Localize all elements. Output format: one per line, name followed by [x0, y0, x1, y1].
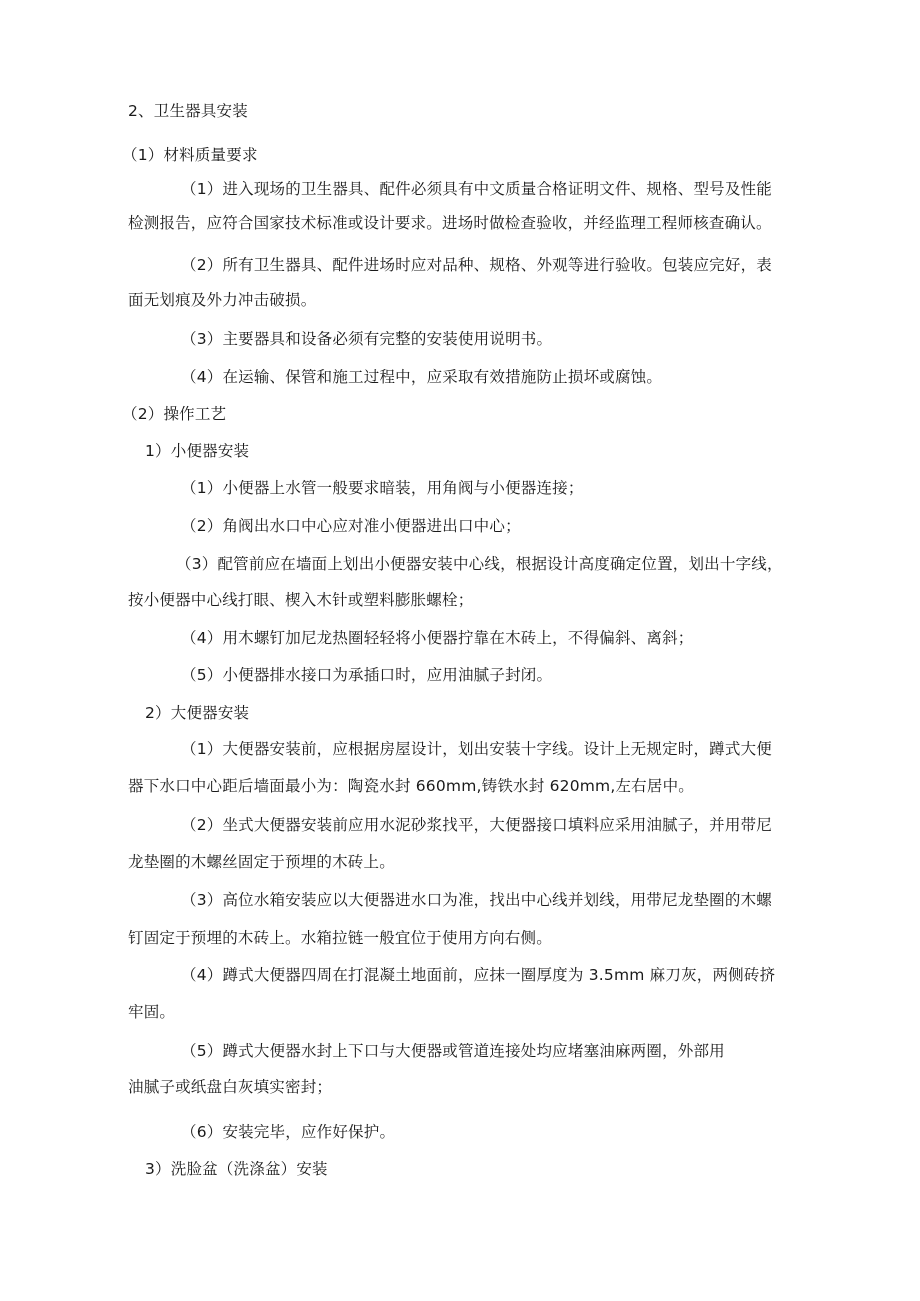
toilet-heading: 2）大便器安装	[145, 704, 250, 722]
toilet-item-3-line1: （3）高位水箱安装应以大便器进水口为准，找出中心线并划线，用带尼龙垫圈的木螺	[181, 891, 772, 909]
toilet-item-3-line2: 钉固定于预埋的木砖上。水箱拉链一般宜位于使用方向右侧。	[128, 929, 552, 947]
toilet-item-4-line1: （4）蹲式大便器四周在打混凝土地面前，应抹一圈厚度为 3.5mm 麻刀灰，两侧砖挤	[181, 966, 776, 984]
urinal-heading: 1）小便器安装	[145, 442, 250, 460]
material-heading: （1）材料质量要求	[122, 146, 258, 164]
material-item-4-line1: （4）在运输、保管和施工过程中，应采取有效措施防止损坏或腐蚀。	[181, 368, 663, 386]
material-item-3-line1: （3）主要器具和设备必须有完整的安装使用说明书。	[181, 330, 553, 348]
toilet-item-1-line1: （1）大便器安装前，应根据房屋设计，划出安装十字线。设计上无规定时，蹲式大便	[181, 740, 772, 758]
toilet-item-2-line2: 龙垫圈的木螺丝固定于预埋的木砖上。	[128, 853, 395, 871]
urinal-item-2-line1: （2）角阀出水口中心应对准小便器进出口中心；	[181, 517, 521, 535]
material-item-2-line2: 面无划痕及外力冲击破损。	[128, 291, 317, 309]
material-item-2-line1: （2）所有卫生器具、配件进场时应对品种、规格、外观等进行验收。包装应完好，表	[181, 256, 772, 274]
toilet-item-2-line1: （2）坐式大便器安装前应用水泥砂浆找平，大便器接口填料应采用油腻子，并用带尼	[181, 816, 772, 834]
urinal-item-3-line1: （3）配管前应在墙面上划出小便器安装中心线，根据设计高度确定位置，划出十字线，	[176, 555, 783, 573]
urinal-item-3-line2: 按小便器中心线打眼、楔入木针或塑料膨胀螺栓；	[128, 591, 474, 609]
urinal-item-5-line1: （5）小便器排水接口为承插口时，应用油腻子封闭。	[181, 666, 553, 684]
toilet-item-6-line1: （6）安装完毕，应作好保护。	[181, 1123, 396, 1141]
toilet-item-1-line2: 器下水口中心距后墙面最小为：陶瓷水封 660mm,铸铁水封 620mm,左右居中。	[128, 777, 694, 795]
basin-heading: 3）洗脸盆（洗涤盆）安装	[145, 1160, 328, 1178]
toilet-item-4-line2: 牢固。	[128, 1003, 176, 1021]
material-item-1-line2: 检测报告，应符合国家技术标准或设计要求。进场时做检查验收，并经监理工程师核查确认。	[128, 214, 772, 232]
urinal-item-4-line1: （4）用木螺钉加尼龙热圈轻轻将小便器拧靠在木砖上，不得偏斜、离斜；	[181, 629, 694, 647]
material-item-1-line1: （1）进入现场的卫生器具、配件必须具有中文质量合格证明文件、规格、型号及性能	[181, 180, 772, 198]
toilet-item-5-line2: 油腻子或纸盘白灰填实密封；	[128, 1078, 333, 1096]
urinal-item-1-line1: （1）小便器上水管一般要求暗装，用角阀与小便器连接；	[181, 479, 584, 497]
toilet-item-5-line1: （5）蹲式大便器水封上下口与大便器或管道连接处均应堵塞油麻两圈，外部用	[181, 1042, 725, 1060]
process-heading: （2）操作工艺	[122, 405, 227, 423]
section-title: 2、卫生器具安装	[128, 102, 248, 120]
